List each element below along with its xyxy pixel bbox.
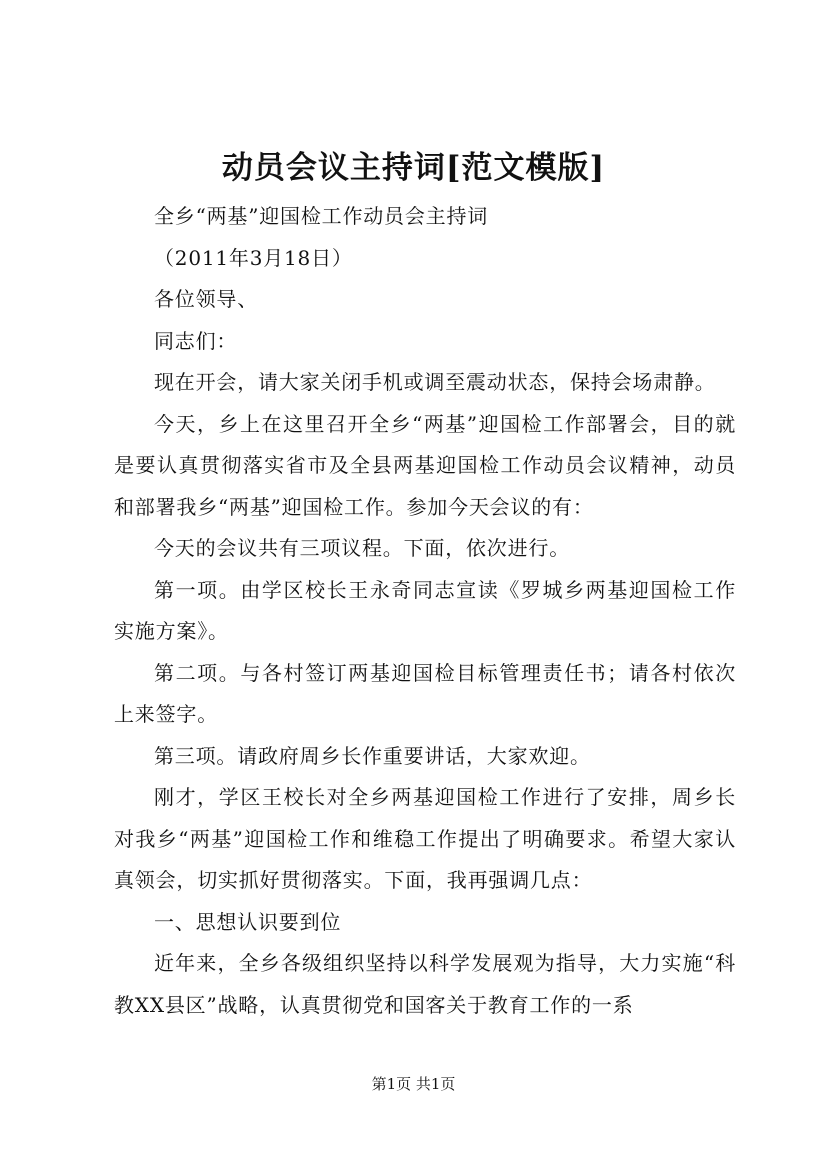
document-body <box>114 196 736 1026</box>
paragraph-date: （2011年3月18日） <box>154 245 353 270</box>
paragraph: 近年来，全乡各级组织坚持以科学发展观为指导，大力实施“科教XX县区”战略，认真贯彻党和国客关于教育工作的一系 <box>114 951 736 1017</box>
paragraph-salutation-leaders: 各位领导、 <box>154 287 258 311</box>
paragraph: 第三项。请政府周乡长作重要讲话，大家欢迎。 <box>154 743 591 768</box>
paragraph: 现在开会，请大家关闭手机或调至震动状态，保持会场肃静。 <box>154 370 716 394</box>
paragraph-subtitle: 全乡“两基”迎国检工作动员会主持词 <box>154 204 489 228</box>
paragraph: 第二项。与各村签订两基迎国检目标管理责任书；请各村依次上来签字。 <box>114 660 736 726</box>
paragraph-salutation-comrades: 同志们： <box>154 328 238 353</box>
paragraph: 今天，乡上在这里召开全乡“两基”迎国检工作部署会，目的就是要认真贯彻落实省市及全县两基迎国检工作动员会议精神，动员和部署我乡“两基”迎国检工作。参加今天会议的有： <box>114 411 736 519</box>
document-title: 动员会议主持词[范文模版] <box>221 150 606 186</box>
section-heading: 一、思想认识要到位 <box>154 909 342 934</box>
paragraph: 今天的会议共有三项议程。下面，依次进行。 <box>154 536 570 560</box>
page-footer: 第1页 共1页 <box>371 1075 456 1093</box>
paragraph: 刚才，学区王校长对全乡两基迎国检工作进行了安排，周乡长对我乡“两基”迎国检工作和维稳工作提出了明确要求。希望大家认真领会，切实抓好贯彻落实。下面，我再强调几点： <box>114 785 736 892</box>
paragraph: 第一项。由学区校长王永奇同志宣读《罗城乡两基迎国检工作实施方案》。 <box>114 577 736 643</box>
